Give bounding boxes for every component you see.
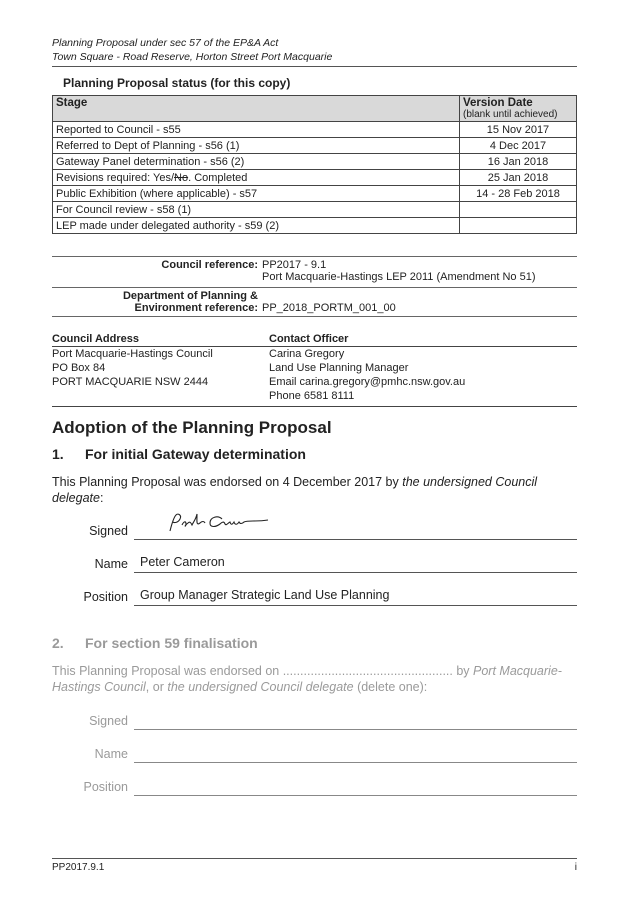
stage-cell: Public Exhibition (where applicable) - s57: [53, 186, 460, 202]
council-address: Port Macquarie-Hastings Council PO Box 84 PORT MACQUARIE NSW 2444: [52, 348, 213, 388]
table-row: [53, 202, 577, 218]
table-row: [53, 138, 577, 154]
position-label: Position: [83, 590, 128, 604]
adoption-title: Adoption of the Planning Proposal: [52, 418, 332, 437]
signed-label-2: Signed: [89, 714, 128, 728]
status-table-title: Planning Proposal status (for this copy): [63, 76, 291, 90]
name-field-2: [134, 743, 577, 763]
stage-cell: For Council review - s58 (1): [53, 202, 460, 218]
council-reference-block: [52, 256, 577, 283]
date-cell: 14 - 28 Feb 2018: [460, 186, 577, 202]
position-label-2: Position: [83, 780, 128, 794]
stage-column-header: Stage: [53, 96, 460, 122]
dept-reference-value: PP_2018_PORTM_001_00: [262, 302, 396, 314]
date-cell: [460, 202, 577, 218]
signed-label: Signed: [89, 524, 128, 538]
name-field: Peter Cameron: [134, 553, 577, 573]
stage-cell: LEP made under delegated authority - s59 (2): [53, 218, 460, 234]
table-row: [53, 122, 577, 138]
page-header: [52, 36, 577, 67]
contact-officer: Carina Gregory Land Use Planning Manager Email carina.gregory@pmhc.nsw.gov.au Phone 6581 8111: [269, 348, 466, 402]
section-1-heading: 1. For initial Gateway determination: [52, 446, 306, 462]
header-line-2: Town Square - Road Reserve, Horton Street Port Macquarie: [52, 51, 333, 63]
section-2-paragraph: This Planning Proposal was endorsed on ................................................. by Port Macquarie-Hastings Council, or the undersigned Council delegate (delete one):: [52, 664, 562, 694]
council-reference-value: PP2017 - 9.1: [262, 259, 327, 271]
contact-officer-heading: Contact Officer: [269, 333, 349, 345]
dept-reference-block: [52, 287, 577, 317]
signed-row: [52, 518, 577, 540]
page-footer: [52, 858, 577, 873]
name-row-2: [52, 741, 577, 763]
name-row: [52, 551, 577, 573]
page-number: i: [574, 862, 577, 873]
position-field-2: [134, 776, 577, 796]
footer-doc-id: PP2017.9.1: [52, 862, 105, 873]
handwritten-signature: [164, 511, 284, 537]
stage-cell: Reported to Council - s55: [53, 122, 460, 138]
status-table-header: [53, 96, 577, 122]
table-row: [53, 170, 577, 186]
council-address-heading: Council Address: [52, 333, 139, 345]
date-cell: 15 Nov 2017: [460, 122, 577, 138]
address-block: [52, 332, 577, 407]
dept-reference-label-2: Environment reference:: [134, 302, 258, 314]
stage-cell: Revisions required: Yes/No. Completed: [53, 170, 460, 186]
date-cell: [460, 218, 577, 234]
version-date-column-header: Version Date (blank until achieved): [460, 96, 577, 122]
date-cell: 16 Jan 2018: [460, 154, 577, 170]
section-2-heading: 2. For section 59 finalisation: [52, 635, 258, 651]
position-row: [52, 584, 577, 606]
council-reference-label: Council reference:: [161, 259, 258, 271]
stage-cell: Referred to Dept of Planning - s56 (1): [53, 138, 460, 154]
table-row: [53, 218, 577, 234]
dept-reference-label-1: Department of Planning &: [122, 290, 258, 302]
table-row: [53, 186, 577, 202]
signature-field-2: [134, 710, 577, 730]
position-field: Group Manager Strategic Land Use Planning: [134, 586, 577, 606]
table-row: [53, 154, 577, 170]
stage-cell: Gateway Panel determination - s56 (2): [53, 154, 460, 170]
header-line-1: Planning Proposal under sec 57 of the EP&A Act: [52, 37, 279, 49]
section-1-paragraph: This Planning Proposal was endorsed on 4 December 2017 by the undersigned Council delegate:: [52, 475, 538, 505]
date-cell: 4 Dec 2017: [460, 138, 577, 154]
date-cell: 25 Jan 2018: [460, 170, 577, 186]
status-table: [52, 95, 577, 234]
name-label: Name: [94, 557, 128, 571]
signed-row-2: [52, 708, 577, 730]
signature-field: [134, 520, 577, 540]
lep-amendment: Port Macquarie-Hastings LEP 2011 (Amendment No 51): [262, 271, 536, 283]
position-row-2: [52, 774, 577, 796]
name-label-2: Name: [94, 747, 128, 761]
